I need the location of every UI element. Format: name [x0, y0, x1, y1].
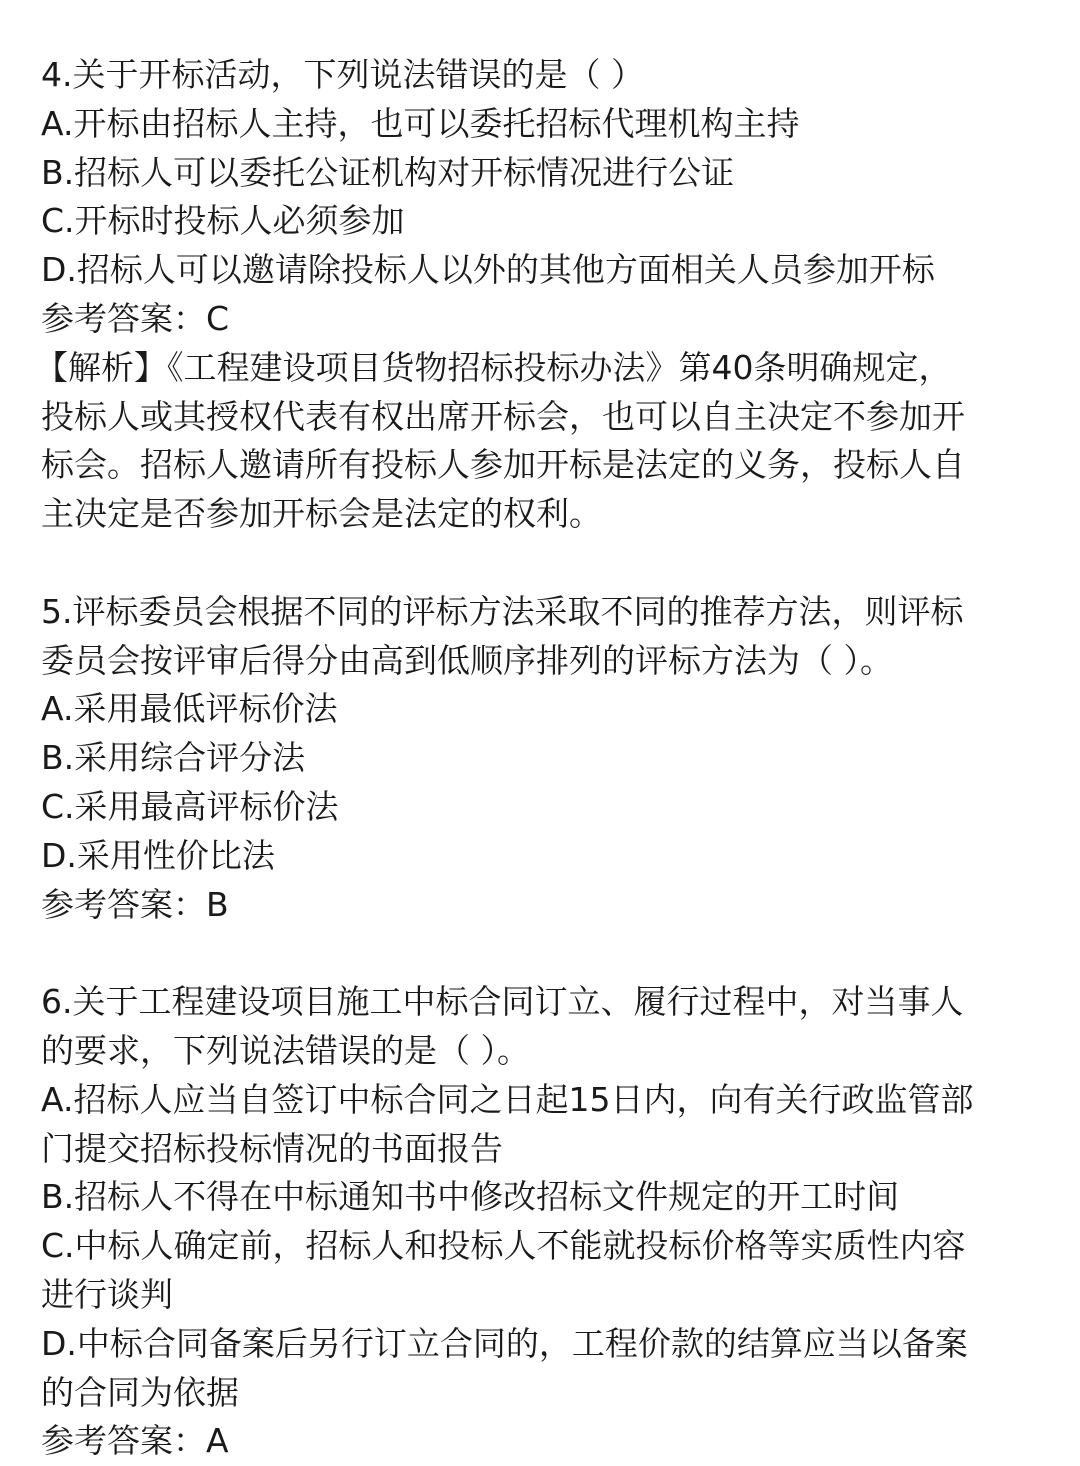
option-a: A.采用最低评标价法	[41, 689, 338, 729]
option-b: B.采用综合评分法	[41, 738, 306, 778]
option-b: B.招标人可以委托公证机构对开标情况进行公证	[41, 152, 735, 192]
option-d: D.招标人可以邀请除投标人以外的其他方面相关人员参加开标	[41, 250, 935, 290]
document-page	[35, 51, 1041, 1466]
question-4	[35, 51, 1041, 539]
option-c: C.中标人确定前，招标人和投标人不能就投标价格等实质性内容	[41, 1226, 966, 1266]
blank-spacer	[41, 929, 1041, 978]
option-d: D.中标合同备案后另行订立合同的，工程价款的结算应当以备案	[41, 1323, 968, 1363]
analysis-line: 投标人或其授权代表有权出席开标会，也可以自主决定不参加开	[41, 396, 965, 436]
option-a: A.开标由招标人主持，也可以委托招标代理机构主持	[41, 103, 800, 143]
option-c: C.开标时投标人必须参加	[41, 201, 405, 241]
option-d-continued: 的合同为依据	[41, 1372, 239, 1412]
option-c-continued: 进行谈判	[41, 1274, 173, 1314]
question-stem: 委员会按评审后得分由高到低顺序排列的评标方法为（ ）。	[41, 640, 893, 680]
option-a-continued: 门提交招标投标情况的书面报告	[41, 1128, 503, 1168]
blank-spacer	[41, 539, 1041, 588]
option-a: A.招标人应当自签订中标合同之日起15日内，向有关行政监管部	[41, 1079, 974, 1119]
analysis-line: 主决定是否参加开标会是法定的权利。	[41, 494, 602, 534]
option-b: B.招标人不得在中标通知书中修改招标文件规定的开工时间	[41, 1177, 900, 1217]
analysis	[35, 344, 1041, 539]
answer: 参考答案：B	[41, 884, 229, 924]
question-stem: 的要求，下列说法错误的是（ ）。	[41, 1030, 530, 1070]
question-stem: 4.关于开标活动，下列说法错误的是（ ）	[41, 55, 644, 94]
question-5	[41, 588, 1041, 930]
option-c: C.采用最高评标价法	[41, 786, 339, 826]
analysis-line: 【解析】《工程建设项目货物招标投标办法》第40条明确规定，	[35, 347, 952, 387]
question-stem: 6.关于工程建设项目施工中标合同订立、履行过程中，对当事人	[41, 982, 964, 1022]
answer: 参考答案：A	[41, 1421, 229, 1461]
analysis-line: 标会。招标人邀请所有投标人参加开标是法定的义务，投标人自	[41, 445, 965, 485]
question-stem: 5.评标委员会根据不同的评标方法采取不同的推荐方法，则评标	[41, 591, 964, 631]
option-d: D.采用性价比法	[41, 835, 275, 875]
answer: 参考答案：C	[41, 298, 230, 338]
question-6	[41, 978, 1041, 1466]
